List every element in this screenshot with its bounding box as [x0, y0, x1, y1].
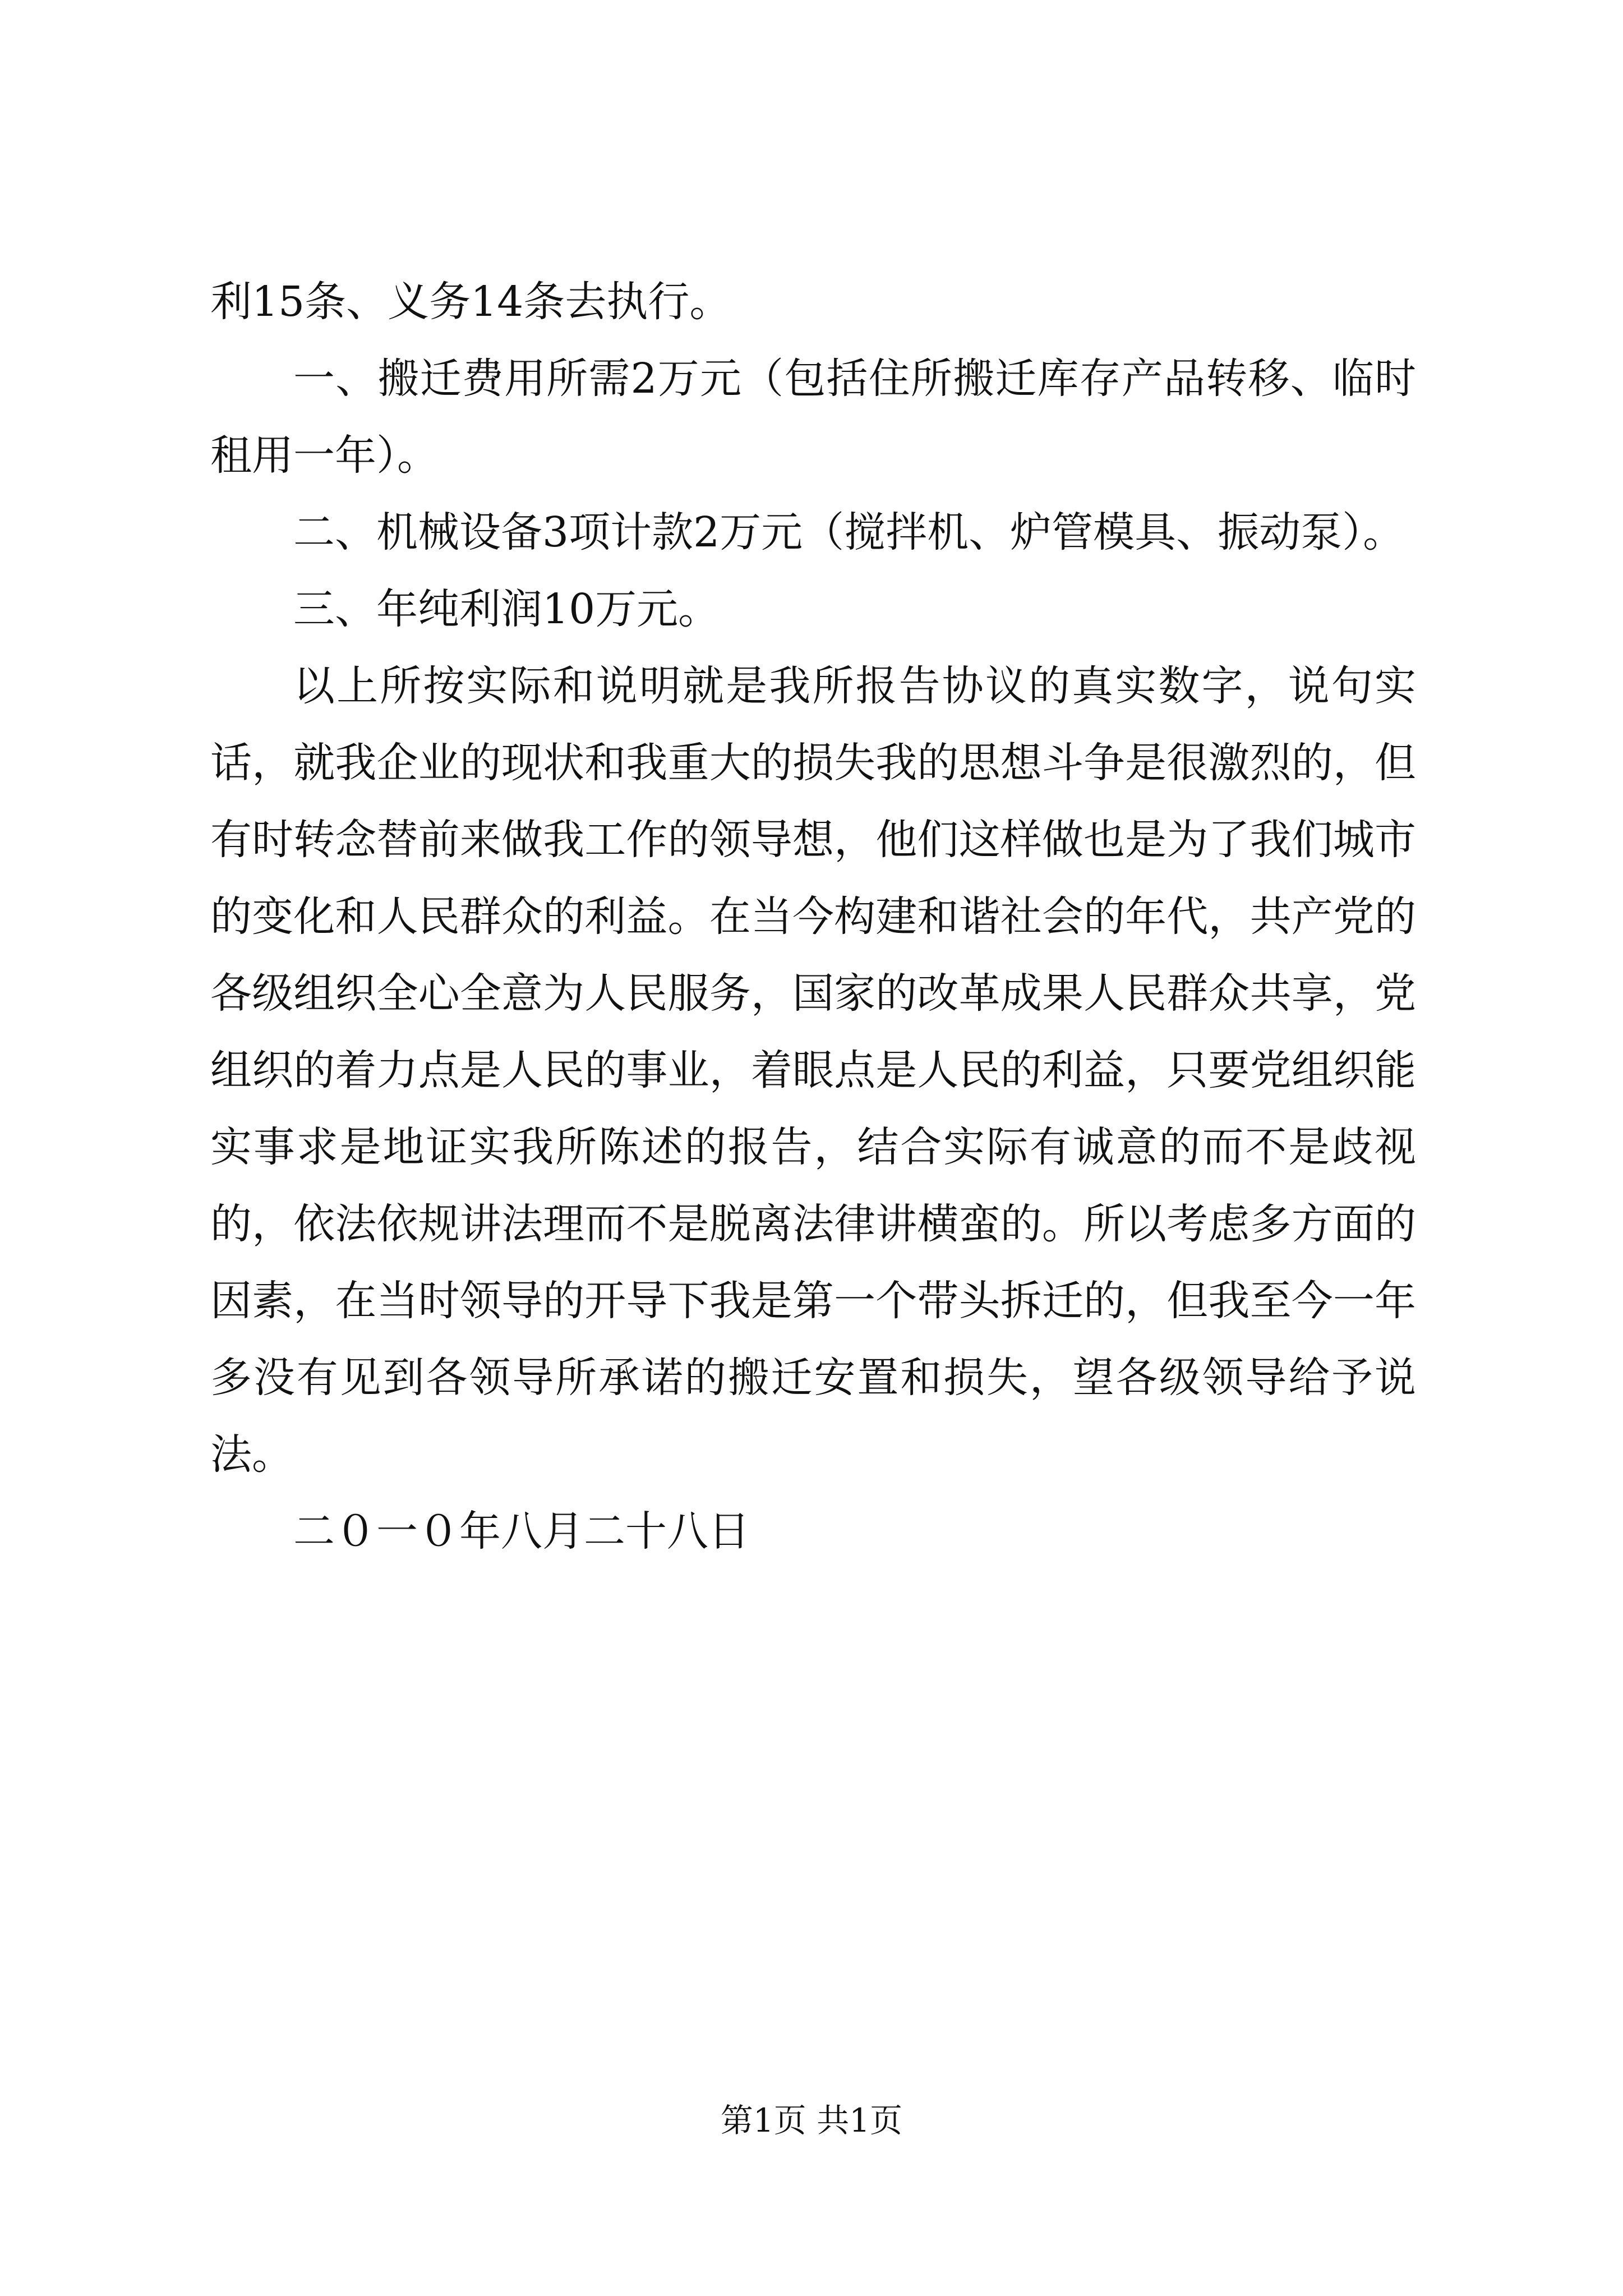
date-line: 二０一０年八月二十八日	[293, 1507, 750, 1556]
paragraph-continuation: 利15条、义务14条去执行。	[210, 278, 731, 326]
page-footer: 第1页 共1页	[720, 2101, 903, 2139]
paragraph-item-two: 二、机械设备3项计款2万元（搅拌机、炉管模具、振动泵）。	[293, 508, 1405, 556]
paragraph-item-one: 一、搬迁费用所需2万元（包括住所搬迁库存产品转移、临时租用一年）。	[210, 355, 1416, 480]
document-body	[210, 264, 1416, 1570]
paragraph-statement: 以上所按实际和说明就是我所报告协议的真实数字，说句实话，就我企业的现状和我重大的损失我的思想斗争是很激烈的，但有时转念替前来做我工作的领导想，他们这样做也是为了我们城市的变化和人民群众的利益。在当今构建和谐社会的年代，共产党的各级组织全心全意为人民服务，国家的改革成果人民群众共享，党组织的着力点是人民的事业，着眼点是人民的利益，只要党组织能实事求是地证实我所陈述的报告，结合实际有诚意的而不是歧视的，依法依规讲法理而不是脱离法律讲横蛮的。所以考虑多方面的因素，在当时领导的开导下我是第一个带头拆迁的，但我至今一年多没有见到各领导所承诺的搬迁安置和损失，望各级领导给予说法。	[210, 662, 1416, 1479]
paragraph-item-three: 三、年纯利润10万元。	[293, 585, 720, 633]
